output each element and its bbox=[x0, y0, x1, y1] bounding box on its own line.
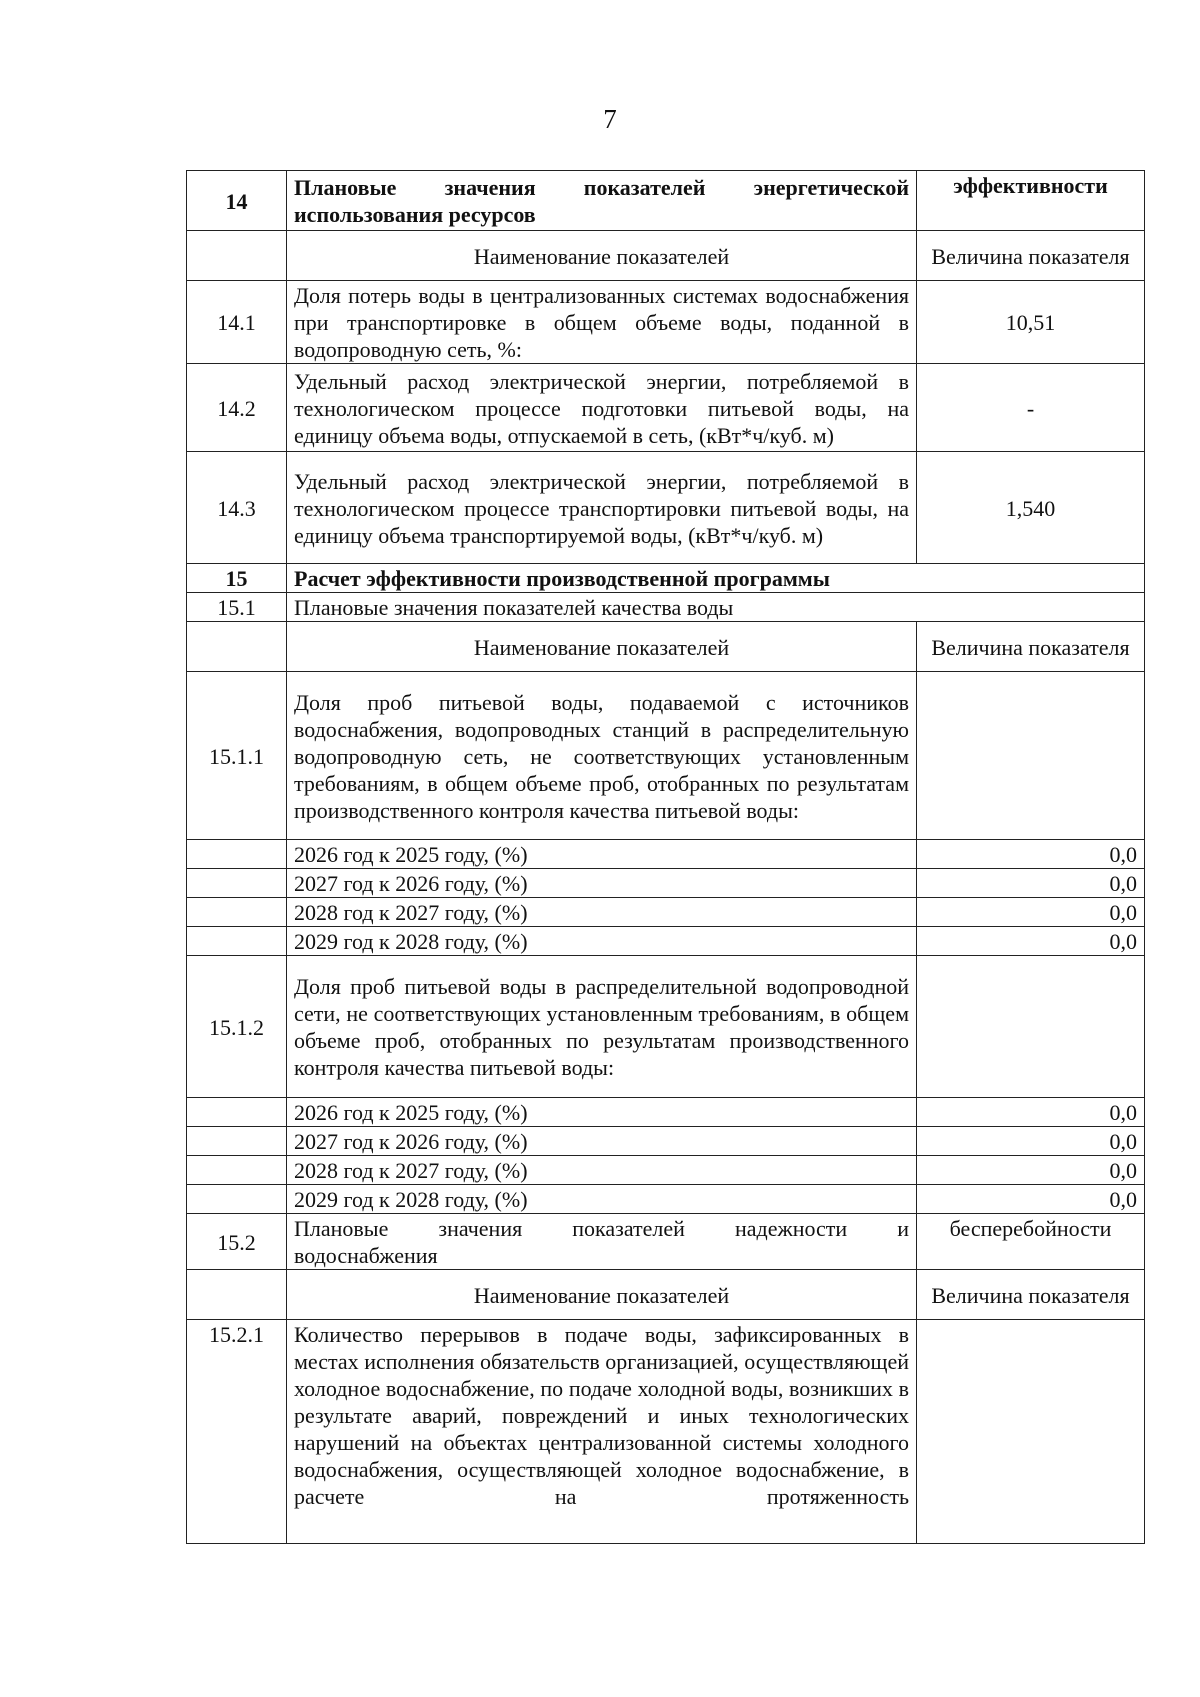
empty-cell bbox=[187, 869, 287, 898]
empty-cell bbox=[187, 1270, 287, 1320]
subsection-title: Плановые значения показателей качества воды bbox=[287, 593, 1145, 622]
year-label: 2026 год к 2025 году, (%) bbox=[287, 1098, 917, 1127]
subsection-title bbox=[287, 1214, 917, 1270]
column-header-value: Величина показателя bbox=[917, 1270, 1145, 1320]
year-label: 2029 год к 2028 году, (%) bbox=[287, 1185, 917, 1214]
year-label: 2027 год к 2026 году, (%) bbox=[287, 869, 917, 898]
year-row bbox=[187, 1156, 1145, 1185]
table-row bbox=[187, 672, 1145, 840]
year-label: 2026 год к 2025 году, (%) bbox=[287, 840, 917, 869]
row-number: 15.1.1 bbox=[187, 672, 287, 840]
column-header-value: Величина показателя bbox=[917, 231, 1145, 281]
row-value: 1,540 bbox=[917, 452, 1145, 564]
column-header-row bbox=[187, 231, 1145, 281]
table-row bbox=[187, 1320, 1145, 1544]
section-title-part: эффективности bbox=[917, 171, 1145, 231]
row-description: Доля проб питьевой воды, подаваемой с источников водоснабжения, водопроводных станций в распределительную водопроводную сеть, не соответствующих установленным требованиям, в общем объеме проб, отобранных по результатам производственного контроля качества питьевой воды: bbox=[287, 672, 917, 840]
empty-cell bbox=[187, 622, 287, 672]
table-row bbox=[187, 956, 1145, 1098]
section-title: Расчет эффективности производственной программы bbox=[287, 564, 1145, 593]
empty-cell bbox=[917, 672, 1145, 840]
column-header-name: Наименование показателей bbox=[287, 231, 917, 281]
empty-cell bbox=[187, 1185, 287, 1214]
empty-cell bbox=[187, 1127, 287, 1156]
subsection-number: 15.1 bbox=[187, 593, 287, 622]
year-label: 2028 год к 2027 году, (%) bbox=[287, 1156, 917, 1185]
table-row bbox=[187, 364, 1145, 452]
row-value: 10,51 bbox=[917, 281, 1145, 364]
section-14-header-row bbox=[187, 171, 1145, 231]
section-title-part bbox=[287, 171, 917, 231]
section-title-part: использования ресурсов bbox=[294, 202, 536, 227]
year-label: 2029 год к 2028 году, (%) bbox=[287, 927, 917, 956]
column-header-row bbox=[187, 1270, 1145, 1320]
row-number: 15.2.1 bbox=[187, 1320, 287, 1544]
year-value: 0,0 bbox=[917, 1098, 1145, 1127]
year-value: 0,0 bbox=[917, 927, 1145, 956]
year-label: 2027 год к 2026 году, (%) bbox=[287, 1127, 917, 1156]
subsection-number: 15.2 bbox=[187, 1214, 287, 1270]
year-row bbox=[187, 1185, 1145, 1214]
empty-cell bbox=[187, 898, 287, 927]
subsection-title-part: бесперебойности bbox=[917, 1214, 1145, 1270]
row-description: Удельный расход электрической энергии, потребляемой в технологическом процессе транспортировки питьевой воды, на единицу объема транспортируемой воды, (кВт*ч/куб. м) bbox=[287, 452, 917, 564]
year-label: 2028 год к 2027 году, (%) bbox=[287, 898, 917, 927]
subsection-15-1-header-row bbox=[187, 593, 1145, 622]
year-row bbox=[187, 1098, 1145, 1127]
page-number: 7 bbox=[603, 104, 617, 134]
empty-cell bbox=[187, 1098, 287, 1127]
empty-cell bbox=[917, 956, 1145, 1098]
row-number: 14.3 bbox=[187, 452, 287, 564]
year-row bbox=[187, 1127, 1145, 1156]
column-header-name: Наименование показателей bbox=[287, 1270, 917, 1320]
table-row bbox=[187, 452, 1145, 564]
subsection-title-part: водоснабжения bbox=[294, 1243, 438, 1268]
empty-cell bbox=[187, 1156, 287, 1185]
year-value: 0,0 bbox=[917, 1156, 1145, 1185]
year-value: 0,0 bbox=[917, 1185, 1145, 1214]
year-value: 0,0 bbox=[917, 840, 1145, 869]
section-number: 15 bbox=[187, 564, 287, 593]
column-header-name: Наименование показателей bbox=[287, 622, 917, 672]
year-row bbox=[187, 898, 1145, 927]
section-15-header-row bbox=[187, 564, 1145, 593]
row-description: Количество перерывов в подаче воды, зафиксированных в местах исполнения обязательств организацией, осуществляющей холодное водоснабжение, по подаче холодной воды, возникших в результате аварий, повреждений и иных технологических нарушений на объектах централизованной системы холодного водоснабжения, осуществляющей холодное водоснабжение, в расчете на протяженность bbox=[287, 1320, 917, 1544]
year-value: 0,0 bbox=[917, 898, 1145, 927]
row-number: 14.1 bbox=[187, 281, 287, 364]
year-row bbox=[187, 869, 1145, 898]
indicators-table bbox=[186, 170, 1145, 1544]
subsection-title-part: Плановые значения показателей надежности и bbox=[294, 1216, 909, 1241]
row-number: 14.2 bbox=[187, 364, 287, 452]
column-header-row bbox=[187, 622, 1145, 672]
empty-cell bbox=[187, 927, 287, 956]
subsection-15-2-header-row bbox=[187, 1214, 1145, 1270]
row-description: Доля потерь воды в централизованных системах водоснабжения при транспортировке в общем объеме воды, поданной в водопроводную сеть, %: bbox=[287, 281, 917, 364]
row-value: - bbox=[917, 364, 1145, 452]
year-value: 0,0 bbox=[917, 869, 1145, 898]
row-number: 15.1.2 bbox=[187, 956, 287, 1098]
section-title-part: Плановые значения показателей энергетической bbox=[294, 175, 909, 200]
year-row bbox=[187, 840, 1145, 869]
empty-cell bbox=[187, 840, 287, 869]
year-value: 0,0 bbox=[917, 1127, 1145, 1156]
row-description: Удельный расход электрической энергии, потребляемой в технологическом процессе подготовки питьевой воды, на единицу объема воды, отпускаемой в сеть, (кВт*ч/куб. м) bbox=[287, 364, 917, 452]
empty-cell bbox=[917, 1320, 1145, 1544]
section-number: 14 bbox=[187, 171, 287, 231]
empty-cell bbox=[187, 231, 287, 281]
column-header-value: Величина показателя bbox=[917, 622, 1145, 672]
row-description: Доля проб питьевой воды в распределительной водопроводной сети, не соответствующих установленным требованиям, в общем объеме проб, отобранных по результатам производственного контроля качества питьевой воды: bbox=[287, 956, 917, 1098]
year-row bbox=[187, 927, 1145, 956]
table-row bbox=[187, 281, 1145, 364]
